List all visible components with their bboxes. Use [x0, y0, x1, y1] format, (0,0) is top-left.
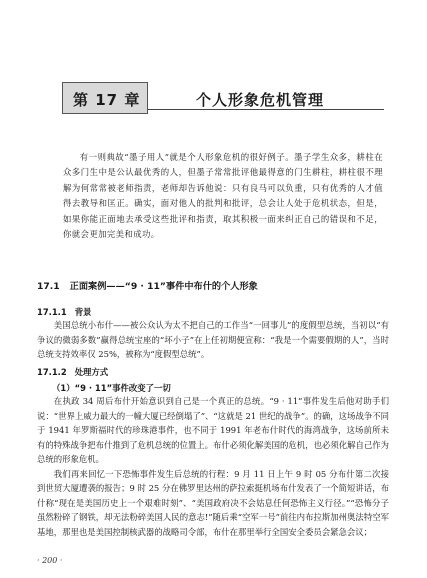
chapter-number: 第 17 章 [73, 91, 141, 109]
point-heading: （1）“9 · 11”事件改变了一切 [52, 383, 171, 393]
chapter-header [62, 82, 384, 114]
background-text: 美国总统小布什——被公众认为太不把自己的工作当“一回事儿”的度假型总统，当初以“有争议的微弱多数”赢得总统宝座的“坏小子”在上任初期便宣称：“我是一个需要假期的人”，当时总统支持效率仅 25%，被称为“度假型总统”。 [37, 320, 389, 359]
subsection-title: 背景 [74, 307, 92, 317]
subsection-number: 17.1.2 [37, 367, 67, 377]
chapter-title: 个人形象危机管理 [196, 91, 325, 109]
page-number: · 200 · [37, 556, 63, 565]
subsection-title: 处理方式 [74, 367, 109, 377]
background-paragraph [37, 318, 389, 362]
subsection-number: 17.1.1 [37, 307, 67, 317]
intro-text: 有一则典故“墨子用人”就是个人形象危机的很好例子。墨子学生众多，耕柱在众多门生中是公认最优秀的人，但墨子常常批评他最得意的门生耕柱，耕柱很不理解为何常常被老师指责，老师却告诉他说：只有良马可以负重，只有优秀的人才值得去教导和匡正。确实，面对他人的批判和批评，总会让人处于危机状态，但是，如果你能正面地去承受这些批评和指责，取其积极一面来纠正自己的错误和不足，你就会更加完美和成功。 [63, 152, 383, 240]
section-number: 17.1 [37, 281, 60, 292]
handling-paragraph-1: 在执政 34 周后布什开始意识到自己是一个真正的总统。“9 · 11”事件发生后他对助手们说：“世界上威力最大的一幢大厦已经倒塌了”、“这就是 21 世纪的战争”。的确，这场战争不同于 1941 年罗斯福时代的珍珠港事件，也不同于 1991 年老布什时代的海湾战争，这场前所未有的特殊战争把布什推到了危机总统的位置上。布什必须化解美国的危机，也必须化解自己作为总统的形象危机。 [37, 396, 389, 464]
section-title: 正面案例——“9 · 11”事件中布什的个人形象 [69, 281, 258, 292]
handling-paragraphs [37, 394, 389, 539]
handling-paragraph-2: 我们再来回忆一下恐怖事件发生后总统的行程：9 月 11 日上午 9 时 05 分布什第二次接到世贸大厦遭袭的报告；9 时 25 分在佛罗里达州的萨拉索挺机场布什发表了一个简短讲话，布什称“现在是美国历史上一个艰难时刻”、“美国政府决不会姑息任何恐怖主义行径。”“恐怖分子虽然粉碎了钢铁，却无法粉碎美国人民的意志!”随后乘“空军一号”前往内布拉斯加州奥法特空军基地，那里也是美国控制核武器的战略司令部，布什在那里举行全国安全委员会紧急会议； [37, 468, 389, 537]
chapter-number-box [62, 82, 148, 114]
section-heading [37, 278, 258, 292]
subsection-heading-handling [37, 366, 108, 378]
intro-paragraph [63, 150, 383, 242]
subsection-heading-background [37, 306, 91, 318]
